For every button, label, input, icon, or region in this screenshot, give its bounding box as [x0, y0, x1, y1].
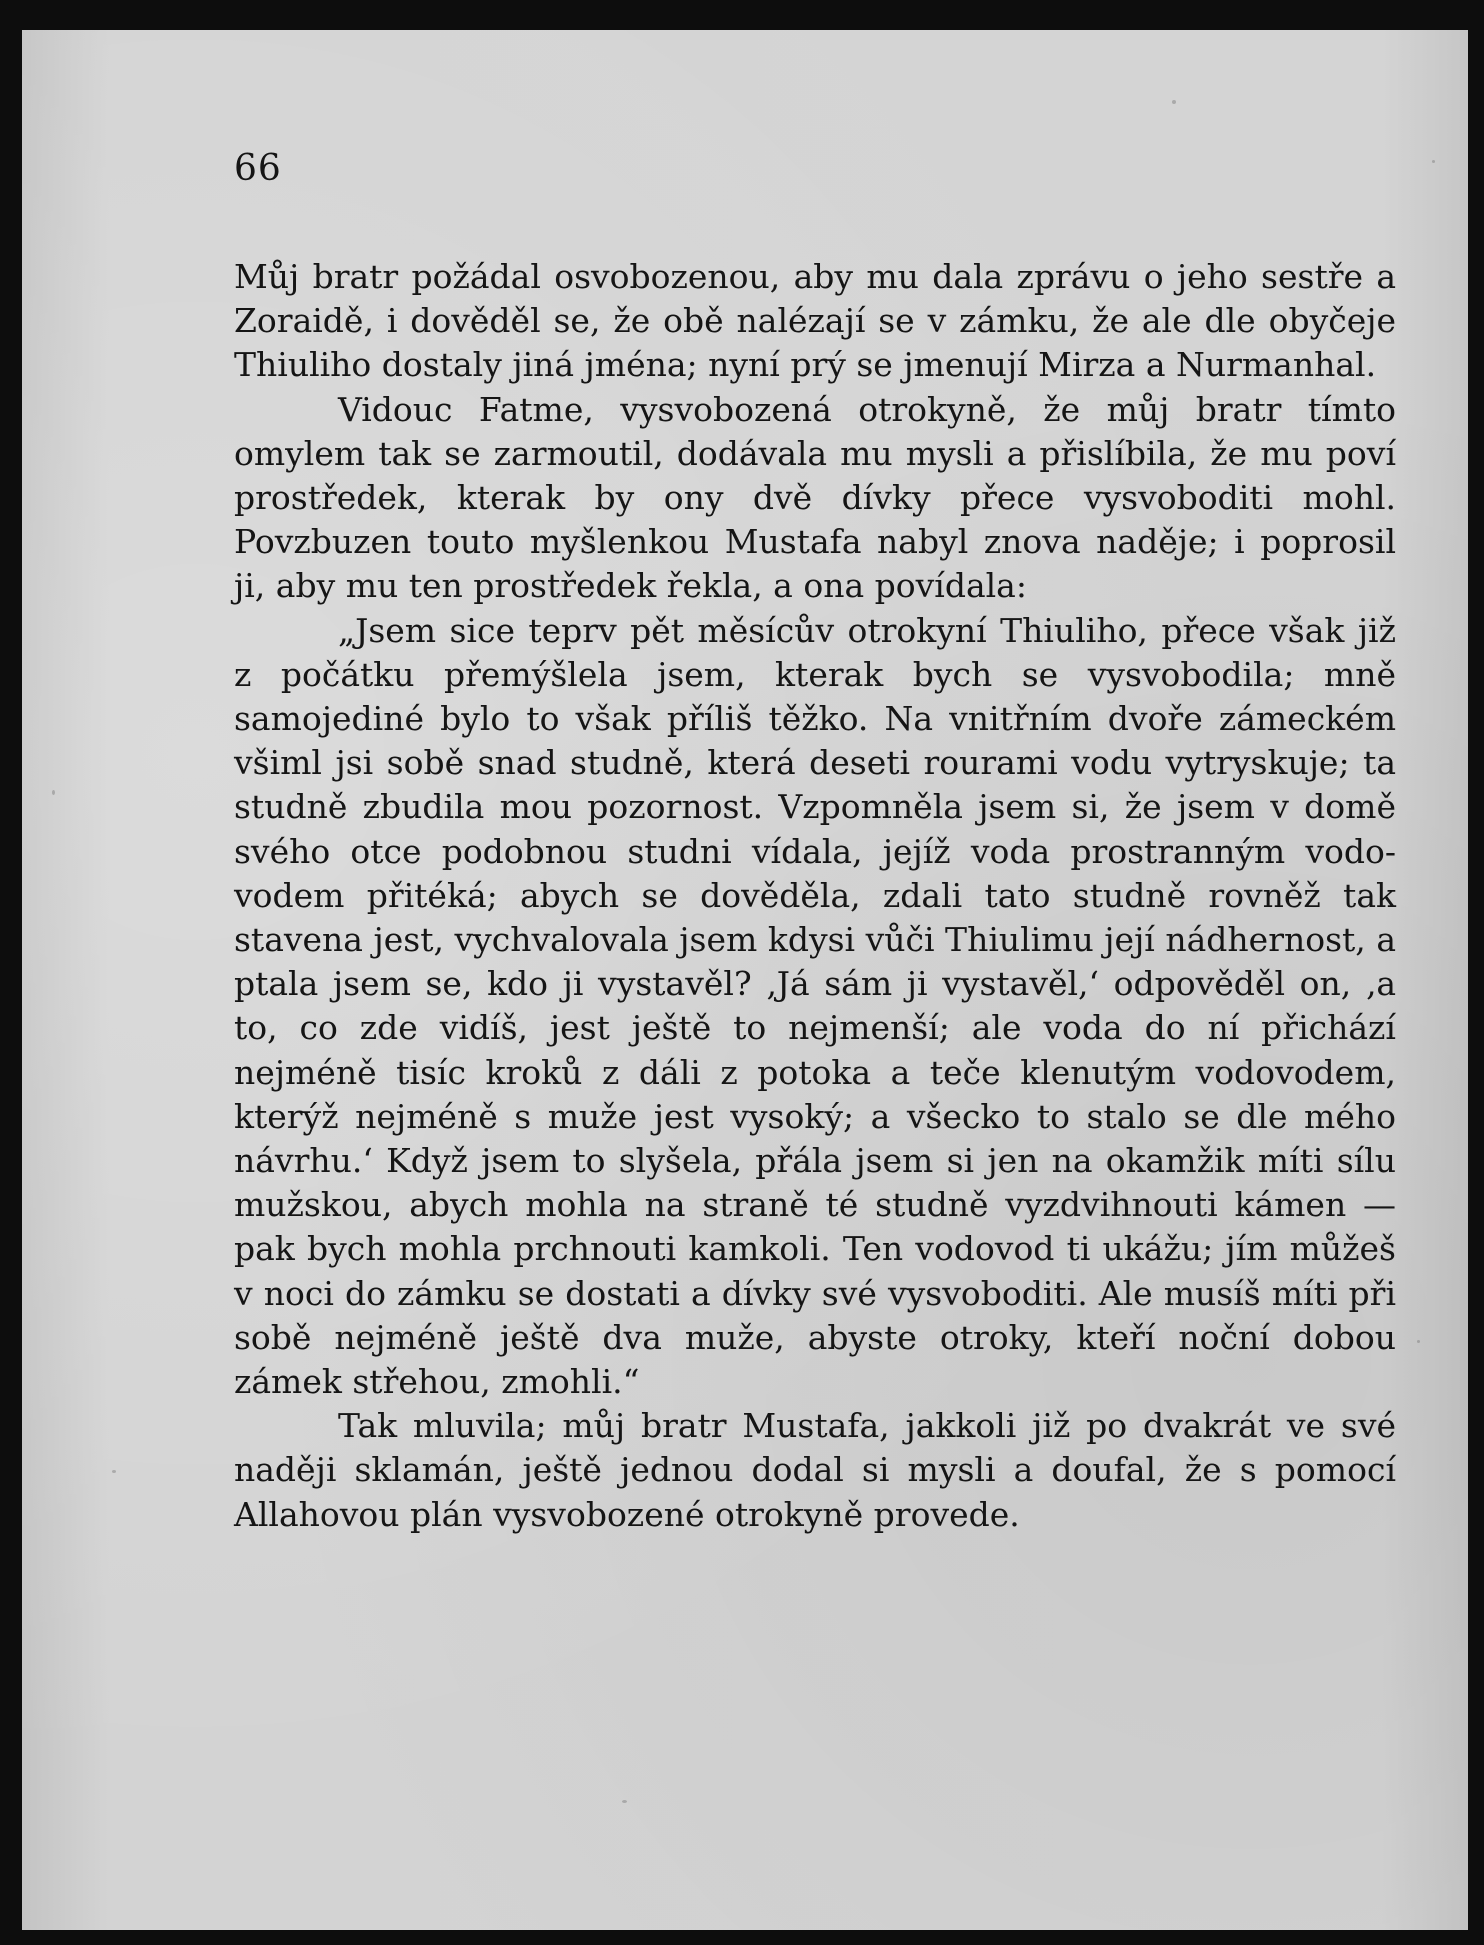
scan-speck [1172, 100, 1176, 104]
paragraph-4: Tak mluvila; můj bratr Mustafa, jakkoli již po dvakrát ve své naději sklamán, ještě jednou dodal si mysli a doufal, že s pomocí Allahovou plán vysvobozené otrokyně provede. [234, 1406, 1396, 1534]
paragraph-1: Můj bratr požádal osvobozenou, aby mu dala zprávu o jeho sestře a Zoraidě, i dověděl se, že obě nalézají se v zámku, že ale dle obyčeje Thiuliho dostaly jiná jména; nyní prý se jmenují Mirza a Nurmanhal. [234, 257, 1396, 385]
scan-speck [622, 1800, 627, 1803]
scan-speck [112, 1470, 116, 1473]
scan-speck [1417, 1340, 1420, 1343]
page-number: 66 [234, 148, 282, 189]
paragraph-2: Vidouc Fatme, vysvobozená otrokyně, že můj bratr tímto omylem tak se zarmoutil, dodávala mu mysli a přislíbila, že mu poví prostředek, kterak by ony dvě dívky přece vysvoboditi mohl. Povzbuzen touto myšlenkou Mustafa nabyl znova naděje; i poprosil ji, aby mu ten prostředek řekla, a ona povídala: [234, 389, 1396, 606]
paragraph-3: „Jsem sice teprv pět měsícův otrokyní Thiuliho, přece však již z počátku přemýšlela jsem, kterak bych se vysvobodila; mně samojediné bylo to však příliš těžko. Na vnitřním dvoře zámeckém všiml jsi sobě snad studně, která deseti rourami vodu vytryskuje; ta studně zbudila mou pozornost. Vzpomněla jsem si, že jsem v domě svého otce podobnou studni vídala, jejíž voda prostranným vodovodem přitéká; abych se dověděla, zdali tato studně rovněž tak stavena jest, vychvalovala jsem kdysi vůči Thiulimu její nádhernost, a ptala jsem se, kdo ji vystavěl? ‚Já sám ji vystavěl,‘ odpověděl on, ‚a to, co zde vidíš, jest ještě to nejmenší; ale voda do ní přichází nejméně tisíc kroků z dáli z potoka a teče klenutým vodovodem, kterýž nejméně s muže jest vysoký; a všecko to stalo se dle mého návrhu.‘ Když jsem to slyšela, přála jsem si jen na okamžik míti sílu mužskou, abych mohla na straně té studně vyzdvihnouti kámen — pak bych mohla prchnouti kamkoli. Ten vodovod ti ukážu; jím můžeš v noci do zámku se dostati a dívky své vysvoboditi. Ale musíš míti při sobě nejméně ještě dva muže, abyste otroky, kteří noční dobou zámek střehou, zmohli.“ [234, 610, 1396, 1402]
book-page [22, 30, 1468, 1930]
scan-speck [52, 790, 55, 795]
scan-speck [1432, 160, 1435, 163]
body-text [234, 255, 1396, 1537]
